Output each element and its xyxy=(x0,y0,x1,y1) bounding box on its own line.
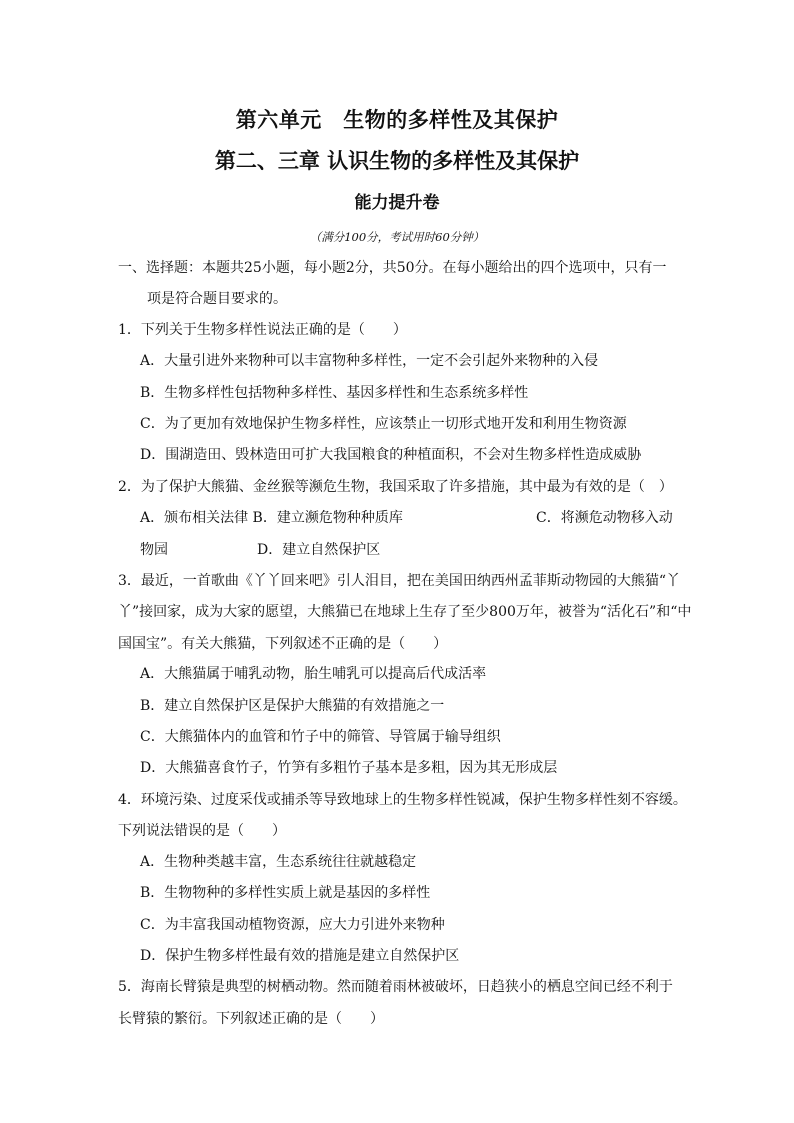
question-3-stem-cont2: 国国宝”。有关大熊猫，下列叙述不正确的是（ ） xyxy=(118,636,448,652)
exam-info: （满分100分，考试用时60分钟） xyxy=(309,230,485,244)
question-1-option-c: C．为了更加有效地保护生物多样性，应该禁止一切形式地开发和利用生物资源 xyxy=(140,416,627,432)
question-2-stem: 2．为了保护大熊猫、金丝猴等濒危生物，我国采取了许多措施，其中最为有效的是（ ） xyxy=(118,479,673,495)
question-3-option-c: C．大熊猫体内的血管和竹子中的筛管、导管属于输导组织 xyxy=(140,729,501,745)
question-4-option-c: C．为丰富我国动植物资源，应大力引进外来物种 xyxy=(140,917,445,933)
question-1-option-a: A．大量引进外来物种可以丰富物种多样性，一定不会引起外来物种的入侵 xyxy=(140,353,599,369)
question-1-option-b: B．生物多样性包括物种多样性、基因多样性和生态系统多样性 xyxy=(140,385,529,401)
question-3-stem: 3．最近，一首歌曲《丫丫回来吧》引人泪目，把在美国田纳西州孟菲斯动物园的大熊猫“丫 xyxy=(118,573,681,589)
question-1-stem: 1．下列关于生物多样性说法正确的是（ ） xyxy=(118,322,407,338)
question-2-option-d: D．建立自然保护区 xyxy=(257,542,381,558)
chapter-title: 第二、三章 认识生物的多样性及其保护 xyxy=(214,149,580,173)
question-2-option-c-cont: 物园 xyxy=(140,542,168,558)
question-2-option-c: C．将濒危动物移入动 xyxy=(536,510,673,526)
question-5-stem-cont: 长臂猿的繁衍。下列叙述正确的是（ ） xyxy=(118,1011,384,1027)
question-4-stem: 4．环境污染、过度采伐或捕杀等导致地球上的生物多样性锐减，保护生物多样性刻不容缓。 xyxy=(118,792,687,808)
section-instruction: 一、选择题：本题共25小题，每小题2分，共50分。在每小题给出的四个选项中，只有一 xyxy=(118,260,667,276)
question-3-option-d: D．大熊猫喜食竹子，竹笋有多粗竹子基本是多粗，因为其无形成层 xyxy=(140,760,558,776)
question-4-option-a: A．生物种类越丰富，生态系统往往就越稳定 xyxy=(140,854,417,870)
question-4-option-d: D．保护生物多样性最有效的措施是建立自然保护区 xyxy=(140,948,460,964)
question-4-stem-cont: 下列说法错误的是（ ） xyxy=(118,823,286,839)
question-3-option-a: A．大熊猫属于哺乳动物，胎生哺乳可以提高后代成活率 xyxy=(140,666,487,682)
question-3-option-b: B．建立自然保护区是保护大熊猫的有效措施之一 xyxy=(140,698,445,714)
question-3-stem-cont: 丫”接回家，成为大家的愿望，大熊猫已在地球上生存了至少800万年，被誉为“活化石”和“中 xyxy=(118,604,692,620)
paper-type: 能力提升卷 xyxy=(354,193,440,213)
question-2-options-ab: A．颁布相关法律 B．建立濒危物种种质库 xyxy=(140,510,403,526)
question-5-stem: 5．海南长臂猿是典型的树栖动物。然而随着雨林被破坏，日趋狭小的栖息空间已经不利于 xyxy=(118,979,673,995)
question-1-option-d: D．围湖造田、毁林造田可扩大我国粮食的种植面积，不会对生物多样性造成威胁 xyxy=(140,447,642,463)
section-instruction-cont: 项是符合题目要求的。 xyxy=(147,291,287,307)
question-4-option-b: B．生物物种的多样性实质上就是基因的多样性 xyxy=(140,885,431,901)
unit-title: 第六单元 生物的多样性及其保护 xyxy=(235,108,559,132)
